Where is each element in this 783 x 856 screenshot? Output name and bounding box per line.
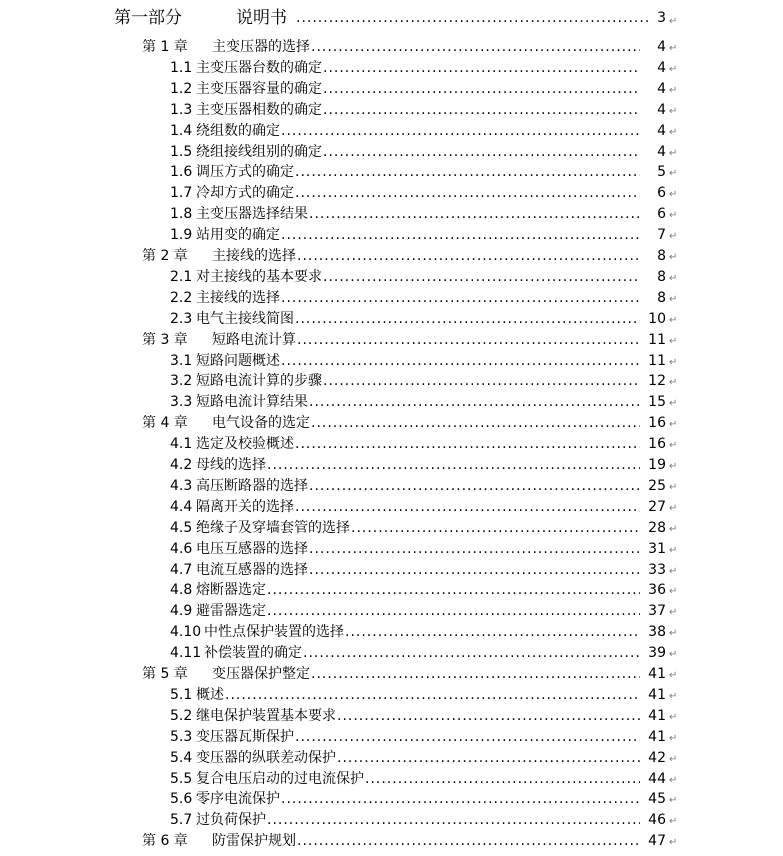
section-title: 短路电流计算的步骤: [196, 373, 322, 390]
leader-dots: [295, 162, 640, 183]
paragraph-mark: ↵: [669, 105, 678, 117]
page-number: 8: [657, 268, 666, 285]
leader-dots: [365, 769, 640, 790]
leader-dots: [323, 267, 640, 288]
toc-chapter-entry[interactable]: [0, 246, 783, 267]
section-number: 4.7: [170, 561, 193, 578]
section-number: 1.6: [170, 164, 193, 181]
leader-dots: [295, 309, 640, 330]
toc-section-entry[interactable]: [0, 539, 783, 560]
page-number: 41: [648, 707, 666, 724]
toc-section-entry[interactable]: [0, 267, 783, 288]
leader-dots: [267, 455, 640, 476]
section-title: 主变压器容量的确定: [196, 80, 322, 97]
page-number: 44: [648, 770, 666, 787]
leader-dots: [281, 288, 640, 309]
section-number: 4.5: [170, 519, 193, 536]
part-title: 说明书: [236, 8, 287, 28]
page-number: 3: [657, 10, 666, 26]
paragraph-mark: ↵: [669, 816, 678, 828]
paragraph-mark: ↵: [669, 377, 678, 389]
section-title: 主变压器台数的确定: [196, 59, 322, 76]
toc-section-entry[interactable]: [0, 518, 783, 539]
paragraph-mark: ↵: [669, 795, 678, 807]
section-title: 补偿装置的确定: [204, 645, 302, 662]
section-title: 主变压器相数的确定: [196, 101, 322, 118]
toc-section-entry[interactable]: [0, 392, 783, 413]
section-title: 零序电流保护: [196, 791, 280, 808]
page-number: 46: [648, 812, 666, 829]
page-number: 4: [657, 59, 666, 76]
section-title: 熔断器选定: [196, 582, 266, 599]
section-title: 对主接线的基本要求: [196, 268, 322, 285]
page-number: 6: [657, 206, 666, 223]
section-number: 4.8: [170, 582, 193, 599]
section-number: 2.3: [170, 310, 193, 327]
chapter-number: 第 4 章: [142, 415, 188, 432]
section-title: 短路电流计算结果: [196, 394, 308, 411]
toc-section-entry[interactable]: [0, 309, 783, 330]
paragraph-mark: ↵: [669, 210, 678, 222]
toc-section-entry[interactable]: [0, 434, 783, 455]
toc-section-entry[interactable]: [0, 121, 783, 142]
paragraph-mark: ↵: [669, 732, 678, 744]
leader-dots: [309, 476, 640, 497]
page-number: 41: [648, 666, 666, 682]
section-number: 1.9: [170, 227, 193, 244]
page-number: 31: [648, 540, 666, 557]
page-number: 11: [648, 352, 666, 369]
section-title: 绝缘子及穿墙套管的选择: [196, 519, 350, 536]
toc-section-entry[interactable]: [0, 497, 783, 518]
section-number: 4.4: [170, 498, 193, 515]
page-number: 28: [648, 519, 666, 536]
toc-section-entry[interactable]: [0, 58, 783, 79]
page-number: 6: [657, 185, 666, 202]
chapter-title: 主变压器的选择: [212, 39, 310, 55]
chapter-title: 防雷保护规划: [212, 833, 296, 850]
leader-dots: [309, 392, 640, 413]
chapter-number: 第 6 章: [142, 833, 188, 850]
toc-section-entry[interactable]: [0, 580, 783, 601]
leader-dots: [295, 183, 640, 204]
section-number: 1.5: [170, 143, 193, 160]
page-number: 36: [648, 582, 666, 599]
leader-dots: [225, 685, 640, 706]
paragraph-mark: ↵: [669, 398, 678, 410]
section-title: 复合电压启动的过电流保护: [196, 770, 364, 787]
section-number: 3.1: [170, 352, 193, 369]
page-number: 10: [648, 310, 666, 327]
paragraph-mark: ↵: [669, 126, 678, 138]
paragraph-mark: ↵: [669, 231, 678, 243]
paragraph-mark: ↵: [669, 314, 678, 326]
section-title: 电流互感器的选择: [196, 561, 308, 578]
paragraph-mark: ↵: [669, 43, 678, 54]
section-title: 选定及校验概述: [196, 436, 294, 453]
section-title: 绕组接线组别的确定: [196, 143, 322, 160]
page-number: 4: [657, 39, 666, 55]
paragraph-mark: ↵: [669, 84, 678, 96]
paragraph-mark: ↵: [669, 440, 678, 452]
section-number: 5.7: [170, 812, 193, 829]
part-number: 第一部分: [114, 8, 182, 28]
page-number: 12: [648, 373, 666, 390]
section-title: 中性点保护装置的选择: [204, 624, 344, 641]
leader-dots: [323, 142, 640, 163]
leader-dots: [351, 518, 640, 539]
leader-dots: [323, 371, 640, 392]
leader-dots: [311, 37, 640, 58]
section-number: 1.7: [170, 185, 193, 202]
section-number: 1.2: [170, 80, 193, 97]
leader-dots: [297, 330, 640, 351]
toc-chapter-entry[interactable]: [0, 37, 783, 58]
section-title: 调压方式的确定: [196, 164, 294, 181]
leader-dots: [267, 580, 640, 601]
toc-section-entry[interactable]: [0, 371, 783, 392]
section-number: 4.9: [170, 603, 193, 620]
toc-section-entry[interactable]: [0, 727, 783, 748]
toc-chapter-entry[interactable]: [0, 330, 783, 351]
leader-dots: [295, 497, 640, 518]
toc-section-entry[interactable]: [0, 162, 783, 183]
page-number: 33: [648, 561, 666, 578]
paragraph-mark: ↵: [669, 649, 678, 661]
chapter-title: 变压器保护整定: [212, 666, 310, 682]
section-title: 绕组数的确定: [196, 122, 280, 139]
leader-dots: [309, 560, 640, 581]
section-title: 变压器的纵联差动保护: [196, 749, 336, 766]
section-number: 4.1: [170, 436, 193, 453]
section-number: 5.6: [170, 791, 193, 808]
toc-section-entry[interactable]: [0, 204, 783, 225]
section-title: 冷却方式的确定: [196, 185, 294, 202]
toc-section-entry[interactable]: [0, 601, 783, 622]
section-number: 4.2: [170, 457, 193, 473]
leader-dots: [281, 225, 640, 246]
section-number: 5.3: [170, 728, 193, 745]
section-number: 1.4: [170, 122, 193, 139]
section-title: 变压器瓦斯保护: [196, 728, 294, 745]
section-title: 电气主接线简图: [196, 310, 294, 327]
chapter-number: 第 2 章: [142, 248, 188, 264]
page-number: 25: [648, 477, 666, 494]
page-number: 11: [648, 331, 666, 348]
toc-section-entry[interactable]: [0, 789, 783, 810]
section-number: 3.3: [170, 394, 193, 411]
section-number: 5.4: [170, 749, 193, 766]
toc-chapter-entry[interactable]: [0, 664, 783, 685]
leader-dots: [281, 121, 640, 142]
leader-dots: [281, 351, 640, 372]
page-number: 7: [657, 227, 666, 244]
paragraph-mark: ↵: [669, 147, 678, 159]
toc-section-entry[interactable]: [0, 142, 783, 163]
paragraph-mark: ↵: [669, 502, 678, 514]
paragraph-mark: ↵: [669, 419, 678, 431]
paragraph-mark: ↵: [669, 481, 678, 493]
paragraph-mark: ↵: [669, 189, 678, 201]
chapter-number: 第 3 章: [142, 331, 188, 348]
paragraph-mark: ↵: [669, 670, 678, 681]
toc-section-entry[interactable]: [0, 643, 783, 664]
leader-dots: [297, 831, 640, 852]
toc-section-entry[interactable]: [0, 225, 783, 246]
section-title: 短路问题概述: [196, 352, 280, 369]
paragraph-mark: ↵: [669, 628, 678, 640]
section-number: 1.3: [170, 101, 193, 118]
leader-dots: [295, 434, 640, 455]
leader-dots: [323, 79, 640, 100]
paragraph-mark: ↵: [669, 63, 678, 75]
page-number: 41: [648, 728, 666, 745]
page-number: 15: [648, 394, 666, 411]
paragraph-mark: ↵: [669, 607, 678, 619]
paragraph-mark: ↵: [669, 461, 678, 472]
toc-section-entry[interactable]: [0, 79, 783, 100]
leader-dots: [337, 748, 640, 769]
section-title: 主变压器选择结果: [196, 206, 308, 223]
toc-section-entry[interactable]: [0, 748, 783, 769]
toc-section-entry[interactable]: [0, 769, 783, 790]
leader-dots: [267, 810, 640, 831]
paragraph-mark: ↵: [669, 711, 678, 723]
section-title: 高压断路器的选择: [196, 477, 308, 494]
section-number: 5.2: [170, 707, 193, 724]
section-title: 电压互感器的选择: [196, 540, 308, 557]
leader-dots: [297, 246, 640, 267]
section-title: 母线的选择: [196, 457, 266, 473]
section-number: 3.2: [170, 373, 193, 390]
section-title: 过负荷保护: [196, 812, 266, 829]
toc-section-entry[interactable]: [0, 100, 783, 121]
toc-section-entry[interactable]: [0, 560, 783, 581]
chapter-title: 短路电流计算: [212, 331, 296, 348]
page-number: 16: [648, 436, 666, 453]
toc-chapter-entry[interactable]: [0, 831, 783, 852]
page-number: 45: [648, 791, 666, 808]
paragraph-mark: ↵: [669, 690, 678, 702]
paragraph-mark: ↵: [669, 356, 678, 368]
page-number: 4: [657, 122, 666, 139]
leader-dots: [323, 58, 640, 79]
leader-dots: [267, 601, 640, 622]
section-number: 4.11: [170, 645, 202, 662]
leader-dots: [311, 664, 640, 685]
page-number: 38: [648, 624, 666, 641]
toc-section-entry[interactable]: [0, 810, 783, 831]
page-number: 4: [657, 101, 666, 118]
paragraph-mark: ↵: [669, 272, 678, 284]
paragraph-mark: ↵: [669, 837, 678, 849]
page-number: 47: [648, 833, 666, 850]
page-number: 39: [648, 645, 666, 662]
leader-dots: [337, 706, 640, 727]
paragraph-mark: ↵: [669, 335, 678, 347]
paragraph-mark: ↵: [669, 774, 678, 786]
section-title: 避雷器选定: [196, 603, 266, 620]
section-number: 2.1: [170, 268, 193, 285]
leader-dots: [345, 622, 640, 643]
page-number: 4: [657, 143, 666, 160]
toc-section-entry[interactable]: [0, 288, 783, 309]
paragraph-mark: ↵: [669, 252, 678, 263]
leader-dots: [296, 5, 650, 31]
page-number: 27: [648, 498, 666, 515]
section-title: 主接线的选择: [196, 289, 280, 306]
chapter-number: 第 1 章: [142, 39, 188, 55]
section-title: 站用变的确定: [196, 227, 280, 244]
leader-dots: [281, 789, 640, 810]
section-number: 5.5: [170, 770, 193, 787]
leader-dots: [323, 100, 640, 121]
paragraph-mark: ↵: [669, 293, 678, 305]
toc-section-entry[interactable]: [0, 622, 783, 643]
paragraph-mark: ↵: [669, 544, 678, 556]
page-number: 8: [657, 248, 666, 264]
section-number: 1.8: [170, 206, 193, 223]
toc-section-entry[interactable]: [0, 183, 783, 204]
page-number: 16: [648, 415, 666, 432]
page-number: 41: [648, 686, 666, 703]
paragraph-mark: ↵: [669, 565, 678, 577]
section-number: 4.10: [170, 624, 202, 641]
section-number: 4.3: [170, 477, 193, 494]
chapter-title: 主接线的选择: [212, 248, 296, 264]
toc-chapter-entry[interactable]: [0, 413, 783, 434]
page-number: 42: [648, 749, 666, 766]
section-title: 继电保护装置基本要求: [196, 707, 336, 724]
page-number: 4: [657, 80, 666, 97]
chapter-number: 第 5 章: [142, 666, 188, 682]
chapter-title: 电气设备的选定: [212, 415, 310, 432]
paragraph-mark: ↵: [669, 16, 678, 27]
toc-section-entry[interactable]: [0, 476, 783, 497]
page-number: 5: [657, 164, 666, 181]
section-title: 隔离开关的选择: [196, 498, 294, 515]
leader-dots: [295, 727, 640, 748]
section-title: 概述: [196, 686, 224, 703]
toc-section-entry[interactable]: [0, 706, 783, 727]
leader-dots: [303, 643, 640, 664]
page-number: 8: [657, 289, 666, 306]
toc-section-entry[interactable]: [0, 455, 783, 476]
paragraph-mark: ↵: [669, 523, 678, 535]
section-number: 5.1: [170, 686, 193, 703]
leader-dots: [309, 539, 640, 560]
section-number: 1.1: [170, 59, 193, 76]
leader-dots: [309, 204, 640, 225]
toc-part-heading[interactable]: [0, 5, 783, 31]
section-number: 4.6: [170, 540, 193, 557]
paragraph-mark: ↵: [669, 168, 678, 180]
section-number: 2.2: [170, 289, 193, 306]
leader-dots: [311, 413, 640, 434]
page-number: 19: [648, 457, 666, 473]
paragraph-mark: ↵: [669, 753, 678, 765]
paragraph-mark: ↵: [669, 586, 678, 598]
toc-section-entry[interactable]: [0, 351, 783, 372]
toc-section-entry[interactable]: [0, 685, 783, 706]
page-number: 37: [648, 603, 666, 620]
